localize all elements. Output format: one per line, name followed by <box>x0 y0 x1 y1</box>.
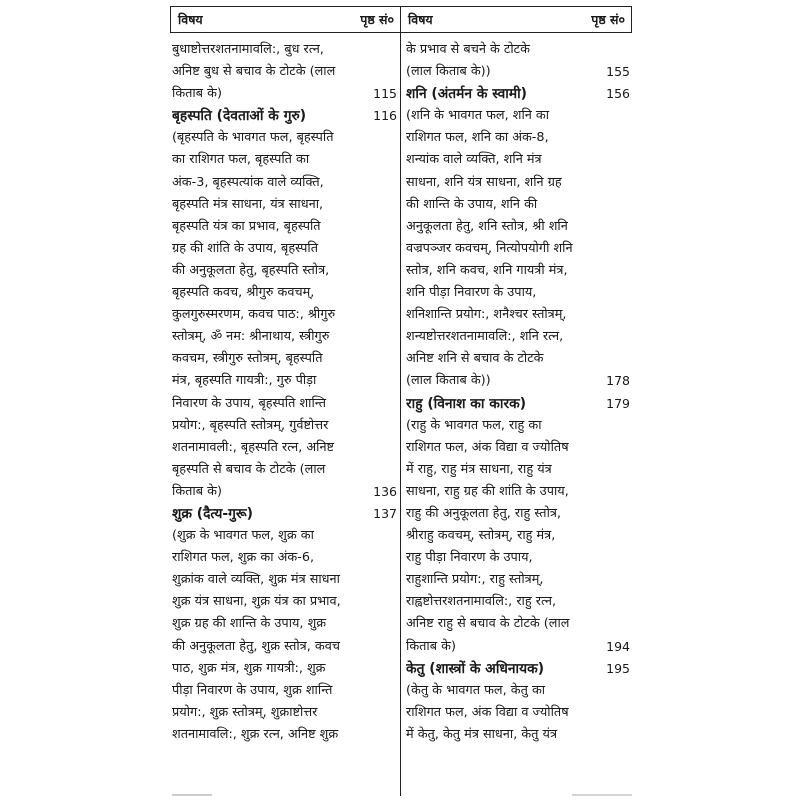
contents-page <box>170 6 632 796</box>
entry-text: निवारण के उपाय, बृहस्पति शान्ति <box>172 395 327 411</box>
page-number: 155 <box>606 64 630 80</box>
contents-line <box>172 326 397 348</box>
entry-text: साधना, राहु ग्रह की शांति के उपाय, <box>406 483 569 499</box>
contents-line <box>172 613 397 635</box>
section-heading-line <box>406 83 630 105</box>
entry-text: (राहु के भावगत फल, राहु का <box>406 417 542 433</box>
contents-line <box>172 547 397 569</box>
left-subject-heading: विषय <box>178 12 203 27</box>
page-number: 178 <box>606 373 630 389</box>
entry-text: शनिशान्ति प्रयोग:, शनैश्चर स्तोत्रम्, <box>406 307 567 323</box>
contents-line <box>406 613 630 635</box>
section-title: केतु (शास्त्रों के अधिनायक) <box>406 660 545 677</box>
entry-text: शन्यांक वाले व्यक्ति, शनि मंत्र <box>406 152 542 168</box>
right-subject-heading: विषय <box>408 12 433 27</box>
entry-text: बृहस्पति से बचाव के टोटके (लाल <box>172 461 326 477</box>
contents-line <box>406 636 630 658</box>
entry-text: अनिष्ट राहु से बचाव के टोटके (लाल <box>406 616 570 632</box>
entry-text: (बृहस्पति के भावगत फल, बृहस्पति <box>172 130 334 146</box>
entry-text: मंत्र, बृहस्पति गायत्री:, गुरु पीड़ा <box>172 373 317 389</box>
contents-line <box>406 61 630 83</box>
contents-line <box>172 591 397 613</box>
contents-line <box>172 370 397 392</box>
entry-text: (शनि के भावगत फल, शनि का <box>406 108 550 124</box>
contents-line <box>172 393 397 415</box>
entry-text: (शुक्र के भावगत फल, शुक्र का <box>172 528 314 544</box>
contents-line <box>406 194 630 216</box>
entry-text: राशिगत फल, अंक विद्या व ज्योतिष <box>406 439 569 455</box>
entry-text: साधना, शनि यंत्र साधना, शनि ग्रह <box>406 174 562 190</box>
contents-line <box>406 459 630 481</box>
section-title: बृहस्पति (देवताओं के गुरु) <box>172 108 307 125</box>
entry-text: श्रीराहु कवचम्, स्तोत्रम्, राहु मंत्र, <box>406 528 556 544</box>
entry-text: वज्रपञ्जर कवचम्, नित्योपयोगी शनि <box>406 240 573 256</box>
contents-line <box>172 724 397 746</box>
entry-text: की शान्ति के उपाय, शनि की <box>406 196 538 212</box>
contents-line <box>406 238 630 260</box>
entry-text: (लाल किताब के)) <box>406 64 491 80</box>
entry-text: शुक्र यंत्र साधना, शुक्र यंत्र का प्रभाव, <box>172 594 341 610</box>
entry-text: अनिष्ट बुध से बचाव के टोटके (लाल <box>172 64 336 80</box>
entry-text: का राशिगत फल, बृहस्पति का <box>172 152 310 168</box>
page-number: 137 <box>373 505 397 521</box>
contents-line <box>406 569 630 591</box>
section-title: शुक्र (दैत्य-गुरू) <box>172 505 253 522</box>
entry-text: शुक्र ग्रह की शान्ति के उपाय, शुक्र <box>172 616 327 632</box>
entry-text: राहु की अनुकूलता हेतु, राहु स्तोत्र, <box>406 505 562 521</box>
contents-line <box>406 724 630 746</box>
entry-text: ग्रह की शांति के उपाय, बृहस्पति <box>172 240 318 256</box>
contents-line <box>406 525 630 547</box>
contents-line <box>406 415 630 437</box>
contents-line <box>406 348 630 370</box>
contents-line <box>406 680 630 702</box>
entry-text: राहु पीड़ा निवारण के उपाय, <box>406 550 533 566</box>
contents-line <box>406 503 630 525</box>
entry-text: में राहु, राहु मंत्र साधना, राहु यंत्र <box>406 461 552 477</box>
entry-text: बृहस्पति यंत्र का प्रभाव, बृहस्पति <box>172 218 321 234</box>
left-contents-column <box>172 39 397 746</box>
contents-line <box>406 702 630 724</box>
contents-line <box>172 194 397 216</box>
left-column-header <box>170 6 400 33</box>
entry-text: पीड़ा निवारण के उपाय, शुक्र शान्ति <box>172 682 333 698</box>
entry-text: कवचम, स्त्रीगुरु स्तोत्रम्, बृहस्पति <box>172 351 323 367</box>
contents-line <box>406 127 630 149</box>
contents-line <box>406 481 630 503</box>
entry-text: राशिगत फल, अंक विद्या व ज्योतिष <box>406 704 569 720</box>
page-number: 179 <box>606 395 630 411</box>
contents-line <box>406 282 630 304</box>
entry-text: बृहस्पति कवच, श्रीगुरु कवचम्, <box>172 285 315 301</box>
contents-line <box>172 83 397 105</box>
entry-text: की अनुकूलता हेतु, बृहस्पति स्तोत्र, <box>172 262 330 278</box>
contents-line <box>172 282 397 304</box>
entry-text: अंक-3, बृहस्पत्यांक वाले व्यक्ति, <box>172 174 324 190</box>
contents-line <box>172 636 397 658</box>
page-number: 156 <box>606 86 630 102</box>
entry-text: राहुशान्ति प्रयोग:, राहु स्तोत्रम्, <box>406 572 544 588</box>
page-number: 194 <box>606 638 630 654</box>
contents-line <box>406 216 630 238</box>
right-page-number-heading: पृष्ठ सं० <box>591 12 625 27</box>
entry-text: अनिष्ट शनि से बचाव के टोटके <box>406 351 544 367</box>
entry-text: प्रयोग:, बृहस्पति स्तोत्रम्, गुर्वष्टोत्तर <box>172 417 329 433</box>
entry-text: प्रयोग:, शुक्र स्तोत्रम्, शुक्राष्टोत्तर <box>172 704 318 720</box>
contents-line <box>406 105 630 127</box>
entry-text: किताब के) <box>172 483 222 499</box>
page-number: 195 <box>606 660 630 676</box>
entry-text: बृहस्पति मंत्र साधना, यंत्र साधना, <box>172 196 324 212</box>
section-heading-line <box>406 658 630 680</box>
contents-line <box>172 569 397 591</box>
column-divider <box>400 6 401 796</box>
contents-line <box>172 415 397 437</box>
entry-text: के प्रभाव से बचने के टोटके <box>406 42 530 57</box>
entry-text: किताब के) <box>172 86 222 102</box>
contents-line <box>406 437 630 459</box>
contents-line <box>406 304 630 326</box>
entry-text: राशिगत फल, शुक्र का अंक-6, <box>172 550 315 566</box>
contents-line <box>172 658 397 680</box>
entry-text: अनुकूलता हेतु, शनि स्तोत्र, श्री शनि <box>406 218 568 234</box>
contents-line <box>172 39 397 61</box>
page-number: 116 <box>373 108 397 124</box>
entry-text: राशिगत फल, शनि का अंक-8, <box>406 130 549 146</box>
contents-line <box>172 216 397 238</box>
entry-text: शतनामावली:, बृहस्पति रत्न, अनिष्ट <box>172 439 335 455</box>
right-contents-column <box>406 39 630 746</box>
contents-line <box>172 172 397 194</box>
contents-line <box>172 149 397 171</box>
entry-text: में केतु, केतु मंत्र साधना, केतु यंत्र <box>406 726 558 742</box>
contents-line <box>406 326 630 348</box>
contents-line <box>406 149 630 171</box>
entry-text: बुधाष्टोत्तरशतनामावलि:, बुध रत्न, <box>172 42 324 57</box>
entry-text: शन्यष्टोत्तरशतनामावलि:, शनि रत्न, <box>406 329 564 345</box>
entry-text: (केतु के भावगत फल, केतु का <box>406 682 546 698</box>
contents-line <box>172 61 397 83</box>
entry-text: स्तोत्रम्, ॐ नम: श्रीनाथाय, स्त्रीगुरु <box>172 329 330 345</box>
entry-text: शतनामावलि:, शुक्र रत्न, अनिष्ट शुक्र <box>172 726 339 742</box>
contents-line <box>406 591 630 613</box>
contents-line <box>172 680 397 702</box>
entry-text: (लाल किताब के)) <box>406 373 491 389</box>
contents-line <box>172 437 397 459</box>
contents-line <box>406 260 630 282</box>
contents-line <box>172 702 397 724</box>
contents-line <box>172 260 397 282</box>
scan-artifact <box>172 793 632 797</box>
contents-line <box>172 459 397 481</box>
section-heading-line <box>172 503 397 525</box>
contents-line <box>172 304 397 326</box>
section-title: शनि (अंतर्मन के स्वामी) <box>406 86 527 103</box>
contents-line <box>172 525 397 547</box>
entry-text: कुलगुरुस्मरणम, कवच पाठ:, श्रीगुरु <box>172 307 336 323</box>
entry-text: शनि पीड़ा निवारण के उपाय, <box>406 285 537 301</box>
left-page-number-heading: पृष्ठ सं० <box>360 12 394 27</box>
entry-text: की अनुकूलता हेतु, शुक्र स्तोत्र, कवच <box>172 638 340 654</box>
contents-line <box>172 238 397 260</box>
entry-text: शुक्रांक वाले व्यक्ति, शुक्र मंत्र साधना <box>172 572 340 588</box>
contents-line <box>172 481 397 503</box>
entry-text: राह्वष्टोत्तरशतनामावलि:, राहु रत्न, <box>406 594 557 610</box>
entry-text: पाठ, शुक्र मंत्र, शुक्र गायत्री:, शुक्र <box>172 660 326 676</box>
contents-line <box>406 547 630 569</box>
page-number: 136 <box>373 483 397 499</box>
entry-text: किताब के) <box>406 638 456 654</box>
section-heading-line <box>172 105 397 127</box>
entry-text: स्तोत्र, शनि कवच, शनि गायत्री मंत्र, <box>406 262 568 278</box>
contents-line <box>172 127 397 149</box>
contents-line <box>406 39 630 61</box>
section-title: राहु (विनाश का कारक) <box>406 395 526 412</box>
section-heading-line <box>406 393 630 415</box>
contents-line <box>172 348 397 370</box>
contents-line <box>406 370 630 392</box>
page-number: 115 <box>373 86 397 102</box>
right-column-header <box>400 6 632 33</box>
contents-line <box>406 172 630 194</box>
